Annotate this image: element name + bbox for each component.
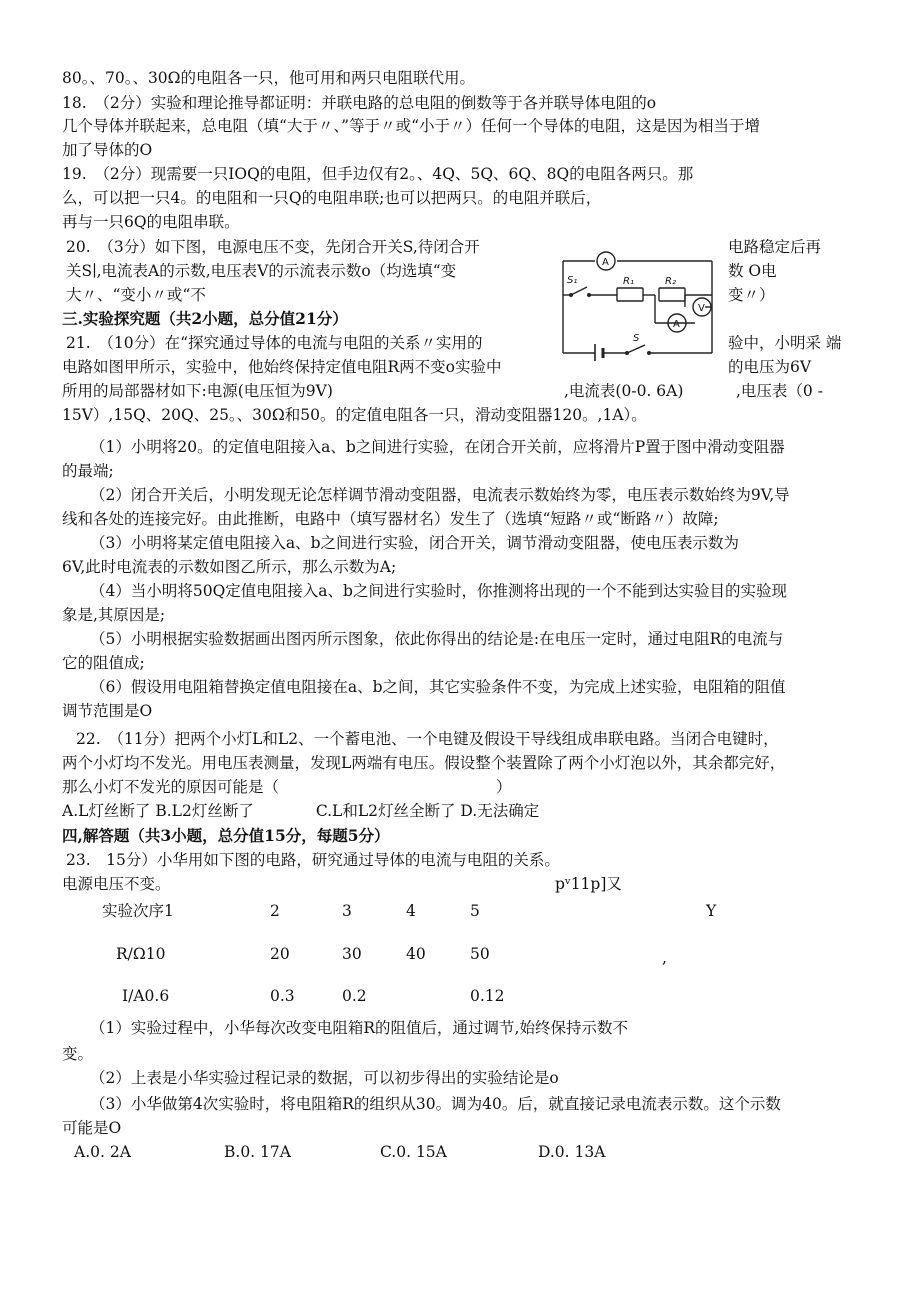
sub-question: （1）小明将20。的定值电阻接入a、b之间进行实验，在闭合开关前，应将滑片P置于图中滑动变阻器 bbox=[90, 438, 785, 456]
text-line: 可能是O bbox=[62, 1119, 122, 1137]
text-line: 加了导体的O bbox=[62, 141, 153, 159]
question-18: 18. （2分）实验和理论推导都证明：并联电路的总电阻的倒数等于各并联导体电阻的o bbox=[62, 94, 657, 112]
table-cell: 3 bbox=[342, 902, 352, 920]
table-cell: 30 bbox=[342, 945, 362, 963]
text-line: 80。、70。、30Ω的电阻各一只，他可用和两只电阻联代用。 bbox=[62, 69, 476, 87]
sub-question: （5）小明根据实验数据画出图丙所示图象，依此你得出的结论是:在电压一定时，通过电阻R的电流与 bbox=[90, 630, 784, 648]
text-line: ,电压表（0 - bbox=[736, 382, 823, 400]
table-cell: 0.2 bbox=[342, 987, 367, 1005]
option-d: D.0. 13A bbox=[538, 1143, 606, 1161]
question-20: 20. （3分）如下图，电源电压不变，先闭合开关S,待闭合开 bbox=[66, 238, 480, 256]
text-line: 再与一只6Q的电阻串联。 bbox=[62, 213, 240, 231]
table-cell: 0.3 bbox=[270, 987, 295, 1005]
table-cell: 实验次序1 bbox=[102, 902, 174, 920]
resistor-label: R₂ bbox=[665, 276, 676, 287]
sub-question: （3）小华做第4次实验时，将电阻箱R的组织从30。调为40。后，就直接记录电流表示数。这个示数 bbox=[90, 1095, 781, 1113]
table-cell: R/Ω10 bbox=[116, 945, 166, 963]
question-23: 23. 15分）小华用如下图的电路，研究通过导体的电流与电阻的关系。 bbox=[66, 851, 560, 869]
option-c: C.0. 15A bbox=[380, 1143, 447, 1161]
text-line: 调节范围是O bbox=[62, 702, 153, 720]
sub-question: （3）小明将某定值电阻接入a、b之间进行实验，闭合开关，调节滑动变阻器，使电压表示数为 bbox=[90, 534, 740, 552]
sub-question: （2）上表是小华实验过程记录的数据，可以初步得出的实验结论是o bbox=[90, 1069, 559, 1087]
sub-question: （6）假设用电阻箱替换定值电阻接在a、b之间，其它实验条件不变，为完成上述实验，电阻箱的阻值 bbox=[90, 678, 786, 696]
text-line: 线和各处的连接完好。由此推断，电路中（填写器材名）发生了（选填“短路〃或“断路〃）故障; bbox=[62, 510, 719, 528]
answer-options: A.L灯丝断了 B.L2灯丝断了 C.L和L2灯丝全断了 D.无法确定 bbox=[62, 802, 540, 820]
sub-question: （2）闭合开关后，小明发现无论怎样调节滑动变阻器，电流表示数始终为零，电压表示数始终为9V,导 bbox=[90, 486, 790, 504]
question-22: 22. （11分）把两个小灯L和L2、一个蓄电池、一个电键及假设干导线组成串联电路。当闭合电键时， bbox=[76, 730, 779, 748]
text-line: 验中，小明采 端 bbox=[728, 334, 842, 352]
text-line: 15V）,15Q、20Q、25。、30Ω和50。的定值电阻各一只，滑动变阻器120。,1A）。 bbox=[62, 406, 647, 424]
table-cell: 5 bbox=[470, 902, 480, 920]
section-heading: 三.实验探究题（共2小题，总分值21分） bbox=[62, 309, 348, 328]
option-b: B.0. 17A bbox=[224, 1143, 291, 1161]
text-line: 6V,此时电流表的示数如图乙所示，那么示数为A; bbox=[62, 558, 397, 576]
text-line: 所用的局部器材如下:电源(电压恒为9V) bbox=[62, 382, 333, 400]
text-line: pᵛ11p]又 bbox=[555, 875, 622, 893]
table-cell: 50 bbox=[470, 945, 490, 963]
table-cell: 2 bbox=[270, 902, 280, 920]
text-line: 它的阻值成; bbox=[62, 654, 145, 672]
text-line: 变〃） bbox=[728, 286, 775, 304]
ammeter-label: A bbox=[602, 257, 609, 268]
question-21: 21. （10分）在“探究通过导体的电流与电阻的关系〃实用的 bbox=[66, 334, 483, 352]
text-line: 关S∣,电流表A的示数,电压表V的示流表示数o（均选填“变 bbox=[66, 262, 457, 280]
text-line: 变。 bbox=[62, 1045, 94, 1063]
text-line: 大〃、“变小〃或“不 bbox=[66, 286, 206, 304]
switch-label: S bbox=[633, 333, 640, 344]
text-line: 象是,其原因是; bbox=[62, 606, 166, 624]
text-line: 几个导体并联起来，总电阻（填“大于〃、”等于〃或“小于〃）任何一个导体的电阻，这是因为相当于增 bbox=[62, 117, 761, 135]
text-line: 么，可以把一只4。的电阻和一只Q的电阻串联;也可以把两只。的电阻并联后， bbox=[62, 189, 602, 207]
question-19: 19. （2分）现需要一只IOQ的电阻，但手边仅有2。、4Q、5Q、6Q、8Q的电阻各两只。那 bbox=[62, 165, 694, 183]
table-cell: Y bbox=[706, 902, 717, 920]
text-line: 的电压为6V bbox=[728, 358, 812, 376]
switch-label: S₁ bbox=[567, 275, 578, 286]
sub-question: （1）实验过程中，小华每次改变电阻箱R的阻值后，通过调节,始终保持示数不 bbox=[90, 1019, 628, 1037]
section-heading: 四,解答题（共3小题，总分值15分，每题5分） bbox=[62, 826, 390, 845]
table-cell: , bbox=[662, 949, 667, 967]
text-line: 数 O电 bbox=[728, 262, 777, 280]
table-cell: 40 bbox=[406, 945, 426, 963]
circuit-diagram bbox=[557, 243, 719, 361]
table-cell: 0.12 bbox=[470, 987, 505, 1005]
table-cell: 4 bbox=[406, 902, 416, 920]
text-line: 电路稳定后再 bbox=[728, 238, 822, 256]
table-cell: 20 bbox=[270, 945, 290, 963]
text-line: 电源电压不变。 bbox=[62, 875, 171, 893]
text-line: 两个小灯均不发光。用电压表测量，发现L两端有电压。假设整个装置除了两个小灯泡以外，其余都完好， bbox=[62, 754, 786, 772]
ammeter-label: A bbox=[673, 319, 680, 330]
option-a: A.0. 2A bbox=[74, 1143, 131, 1161]
table-cell: I/A0.6 bbox=[122, 987, 170, 1005]
resistor-label: R₁ bbox=[623, 276, 634, 287]
text-line: 电路如图甲所示，实验中，他始终保持定值电阻R两不变o实验中 bbox=[62, 358, 502, 376]
text-line: 的最端; bbox=[62, 462, 114, 480]
text-line: 那么小灯不发光的原因可能是（ ） bbox=[62, 778, 512, 796]
voltmeter-label: V bbox=[698, 303, 705, 314]
text-line: ,电流表(0-0. 6A) bbox=[564, 382, 684, 400]
sub-question: （4）当小明将50Q定值电阻接入a、b之间进行实验时，你推测将出现的一个不能到达实验目的实验现 bbox=[90, 582, 787, 600]
